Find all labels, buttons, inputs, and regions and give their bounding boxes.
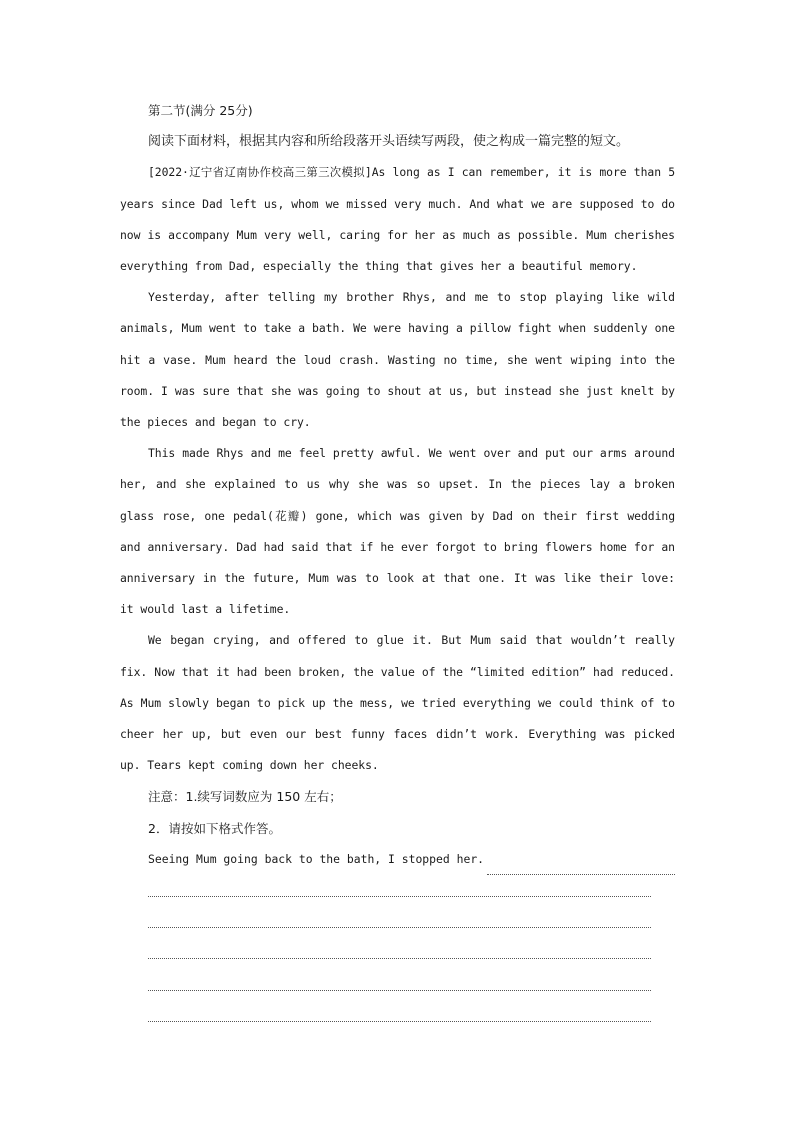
story-paragraph-4: We began crying, and offered to glue it. But Mum said that wouldn’t really fix. Now that it had been broken, the value of the “limited edition” had reduced. As Mum slowly began to pick up the mess, we tried everything we could think of to cheer her up, but even our best funny faces didn’t work. Everything was picked up. Tears kept coming down her cheeks. — [120, 633, 675, 773]
answer-line — [148, 896, 651, 927]
story-paragraph-1 — [120, 157, 675, 282]
answer-line — [148, 1021, 651, 1052]
story-paragraph-3: This made Rhys and me feel pretty awful. We went over and put our arms around her, and she explained to us why she was so upset. In the pieces lay a broken glass rose, one pedal(花瓣) gone, which was given by Dad on their first wedding and anniversary. Dad had said that if he ever forgot to bring flowers home for an anniversary in the future, Mum was to look at that one. It was like their love: it would last a lifetime. — [120, 446, 675, 617]
section-title: 第二节(满分 25分) — [148, 103, 253, 118]
note-word-count: 注意：1.续写词数应为 150 左右； — [148, 789, 342, 805]
task-instruction: 阅读下面材料，根据其内容和所给段落开头语续写两段，使之构成一篇完整的短文。 — [148, 134, 630, 150]
answer-line — [148, 990, 651, 1021]
answer-blank — [487, 854, 675, 875]
source-tag: [2022·辽宁省辽南协作校高三第三次模拟] — [148, 165, 372, 180]
paragraph-text: As long as I can remember, it is more than 5 years since Dad left us, whom we missed very much. And what we are supposed to do now is accompany Mum very well, caring for her as much as possible. Mum cherishes everything from Dad, especially the thing that gives her a beautiful memory. — [120, 165, 676, 274]
story-paragraph-2: Yesterday, after telling my brother Rhys, and me to stop playing like wild animals, Mum went to take a bath. We were having a pillow fight when suddenly one hit a vase. Mum heard the loud crash. Wasting no time, she went wiping into the room. I was sure that she was going to shout at us, but instead she just knelt by the pieces and began to cry. — [120, 290, 675, 430]
document-content — [120, 95, 675, 875]
note-format: 2．请按如下格式作答。 — [148, 820, 281, 836]
answer-line — [148, 958, 651, 989]
answer-line — [148, 927, 651, 958]
paragraph-starter-row — [120, 844, 675, 875]
answer-lines — [148, 896, 651, 1052]
paragraph-starter: Seeing Mum going back to the bath, I stopped her. — [148, 851, 485, 866]
